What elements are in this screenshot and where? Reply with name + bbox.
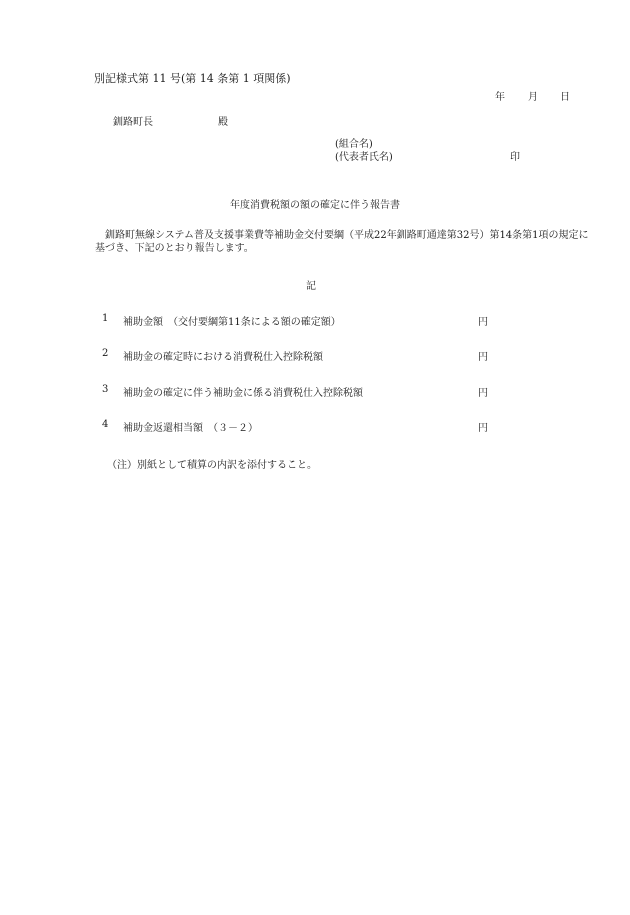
item-number: 3 (102, 384, 109, 395)
date-year-label: 年 (495, 92, 505, 103)
attachment-note: （注）別紙として積算の内訳を添付すること。 (107, 460, 317, 471)
report-body-text: 釧路町無線システム普及支援事業費等補助金交付要綱（平成22年釧路町通達第32号）第14条第1項の規定に基づき、下記のとおり報告します。 (95, 230, 589, 254)
seal-mark: 印 (510, 152, 520, 163)
org-name-label: (組合名) (335, 139, 373, 150)
item-number: 4 (102, 419, 109, 430)
document-title: 年度消費税額の額の確定に伴う報告書 (230, 200, 400, 211)
ki-heading: 記 (306, 281, 316, 292)
item-unit: 円 (478, 423, 488, 434)
item-unit: 円 (478, 352, 488, 363)
representative-name-label: (代表者氏名) (335, 152, 393, 163)
item-label: 補助金の確定時における消費税仕入控除税額 (123, 352, 323, 363)
addressee-name: 釧路町長 (113, 117, 153, 128)
item-number: 2 (102, 348, 109, 359)
item-label: 補助金返還相当額 （３－２） (123, 423, 258, 434)
item-label: 補助金額 （交付要綱第11条による額の確定額） (123, 317, 341, 328)
item-number: 1 (102, 313, 109, 324)
date-day-label: 日 (560, 92, 570, 103)
date-month-label: 月 (528, 92, 538, 103)
item-unit: 円 (478, 388, 488, 399)
form-number-title: 別記様式第 11 号(第 14 条第 1 項関係) (94, 72, 291, 85)
item-unit: 円 (478, 317, 488, 328)
addressee-honorific: 殿 (218, 117, 228, 128)
item-label: 補助金の確定に伴う補助金に係る消費税仕入控除税額 (123, 388, 363, 399)
